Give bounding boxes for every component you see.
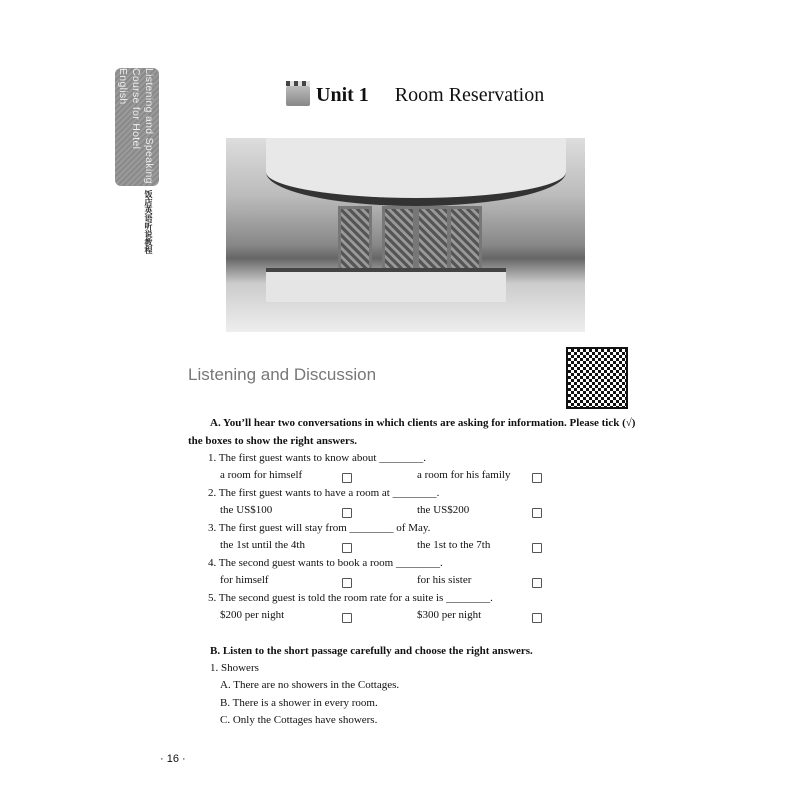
checkbox[interactable] (342, 508, 352, 518)
checkbox[interactable] (342, 543, 352, 553)
book-title-chinese: 饭店英语听说教程 (144, 190, 153, 254)
option-label: for himself (220, 574, 269, 586)
question-text: 4. The second guest wants to book a room ________. (208, 557, 443, 569)
checkbox[interactable] (342, 473, 352, 483)
option-label: a room for his family (417, 469, 511, 481)
partB-option[interactable]: C. Only the Cottages have showers. (220, 714, 378, 726)
checkbox[interactable] (532, 578, 542, 588)
checkbox[interactable] (532, 508, 542, 518)
page-number: · 16 · (160, 753, 186, 765)
qr-code[interactable] (568, 349, 626, 407)
question-text: 3. The first guest will stay from ________ of May. (208, 522, 431, 534)
unit-name: Room Reservation (394, 84, 545, 106)
partB-option[interactable]: B. There is a shower in every room. (220, 697, 378, 709)
book-title-line1: Listening and Speaking (143, 68, 155, 184)
hotel-lobby-photo (226, 138, 585, 332)
partA-instruction: A. You’ll hear two conversations in which clients are asking for information. Please tick (√) (210, 417, 636, 429)
checkbox[interactable] (342, 613, 352, 623)
option-label: the 1st until the 4th (220, 539, 305, 551)
option-label: $300 per night (417, 609, 482, 621)
partB-instruction: B. Listen to the short passage carefully and choose the right answers. (210, 645, 533, 657)
question-text: 2. The first guest wants to have a room at ________. (208, 487, 440, 499)
checkbox[interactable] (532, 613, 542, 623)
option-label: $200 per night (220, 609, 285, 621)
partB-option[interactable]: A. There are no showers in the Cottages. (220, 679, 400, 691)
checkbox[interactable] (342, 578, 352, 588)
page-title (286, 84, 544, 107)
option-label: for his sister (417, 574, 472, 586)
checkbox[interactable] (532, 473, 542, 483)
book-title-line2: Course for Hotel English (117, 68, 142, 150)
partA-instruction-cont: the boxes to show the right answers. (188, 435, 357, 447)
checkbox[interactable] (532, 543, 542, 553)
unit-number: Unit 1 (316, 84, 369, 106)
question-text: 1. The first guest wants to know about ________. (208, 452, 426, 464)
partB-question: 1. Showers (210, 662, 259, 674)
option-label: the 1st to the 7th (417, 539, 491, 551)
option-label: the US$100 (220, 504, 273, 516)
section-heading: Listening and Discussion (188, 365, 377, 384)
clapperboard-icon (286, 86, 310, 106)
option-label: the US$200 (417, 504, 470, 516)
sidebar-tab (115, 68, 159, 186)
option-label: a room for himself (220, 469, 303, 481)
question-text: 5. The second guest is told the room rate for a suite is ________. (208, 592, 493, 604)
